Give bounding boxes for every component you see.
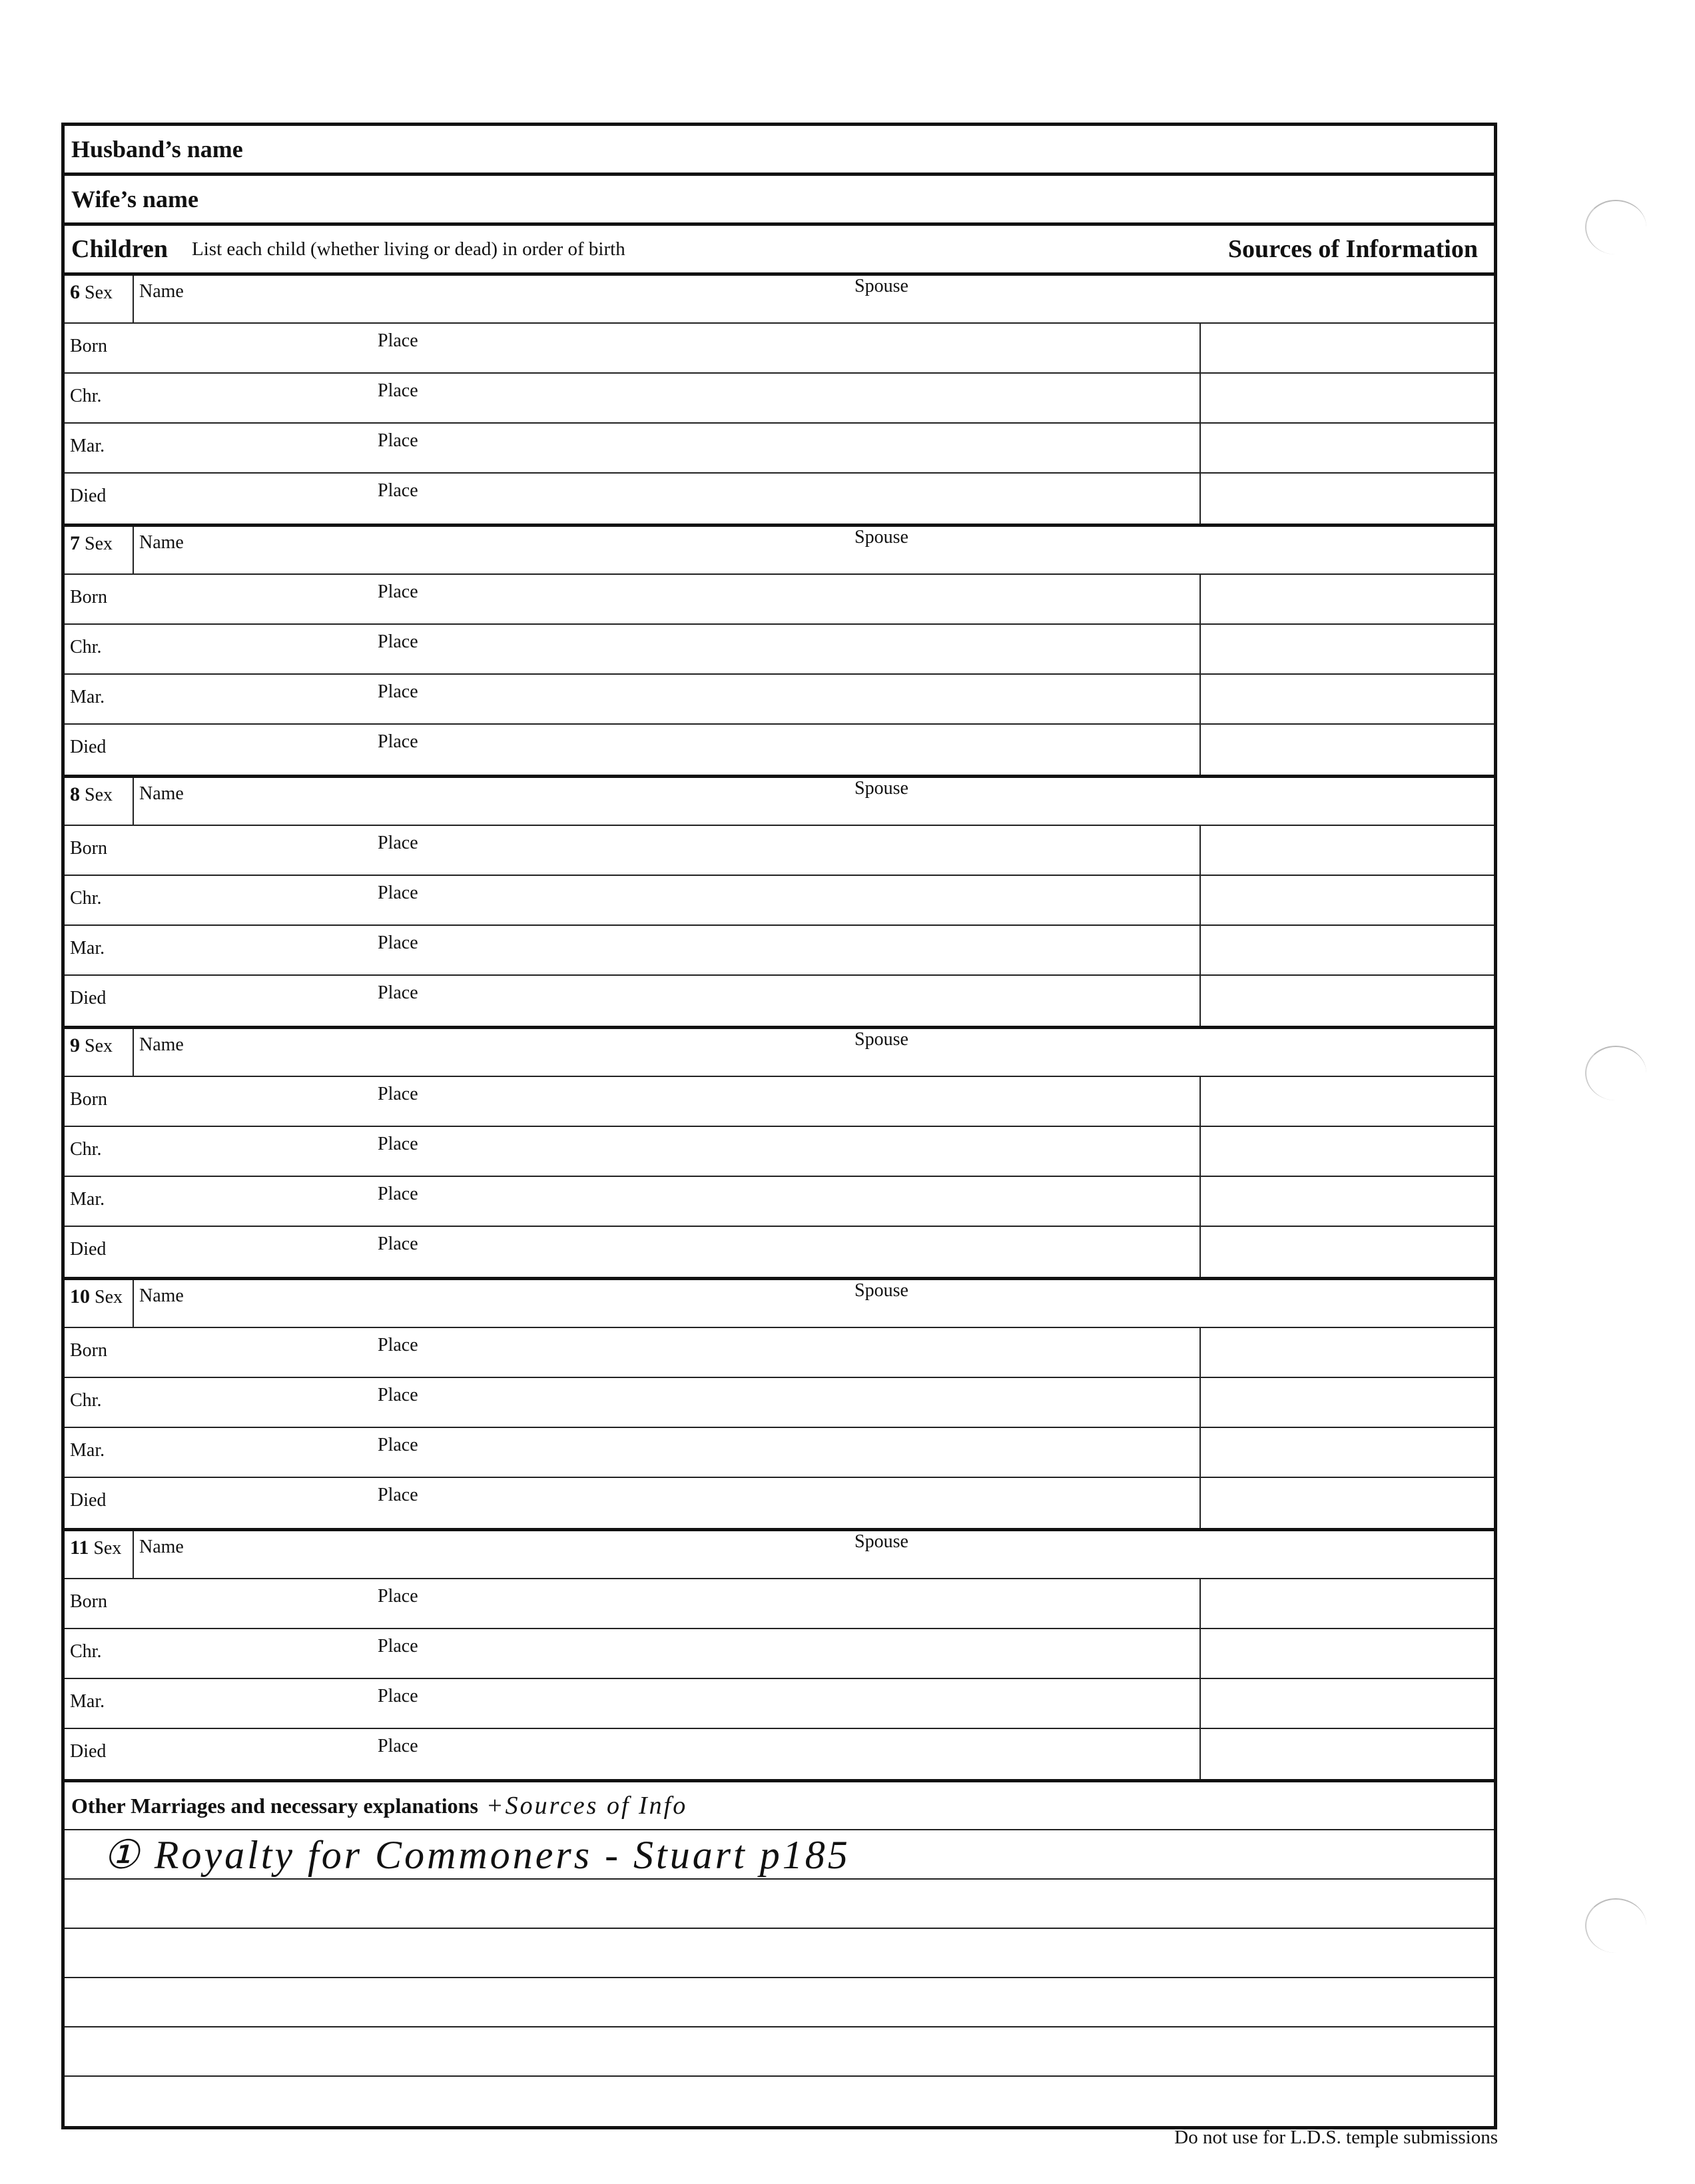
name-label: Name <box>139 532 184 553</box>
event-row-born[interactable] <box>65 575 1494 625</box>
name-label: Name <box>139 281 184 302</box>
event-row-died[interactable] <box>65 725 1494 775</box>
place-label: Place <box>378 1084 418 1104</box>
child-name-row[interactable] <box>65 276 1494 324</box>
handwritten-note: ① Royalty for Commoners - Stuart p185 <box>103 1833 850 1877</box>
name-label: Name <box>139 1034 184 1055</box>
children-label: Children <box>71 235 169 263</box>
explanation-line[interactable] <box>65 1830 1494 1880</box>
handwritten-sources-header: +Sources of Info <box>486 1792 688 1820</box>
binder-hole <box>1585 1898 1646 1953</box>
place-label: Place <box>378 631 418 652</box>
place-label: Place <box>378 982 418 1003</box>
child-block <box>65 1280 1494 1531</box>
event-date-place-cell[interactable] <box>65 1679 1201 1728</box>
name-label: Name <box>139 1537 184 1557</box>
child-number: 10 <box>70 1285 90 1307</box>
event-label: Chr. <box>70 1390 102 1411</box>
other-marriages-label: Other Marriages and necessary explanations <box>71 1793 478 1818</box>
source-cell[interactable] <box>1201 1378 1494 1427</box>
event-row-died[interactable] <box>65 1227 1494 1277</box>
child-block <box>65 527 1494 778</box>
binder-hole <box>1585 200 1646 254</box>
child-number: 11 <box>70 1537 89 1559</box>
event-date-place-cell[interactable] <box>65 1177 1201 1226</box>
event-label: Chr. <box>70 1139 102 1160</box>
source-cell[interactable] <box>1201 1478 1494 1528</box>
event-date-place-cell[interactable] <box>65 474 1201 524</box>
sex-label: Sex <box>85 785 113 805</box>
event-label: Died <box>70 1239 107 1260</box>
event-label: Mar. <box>70 1440 105 1461</box>
place-label: Place <box>378 1184 418 1204</box>
source-cell[interactable] <box>1201 1729 1494 1779</box>
sex-label: Sex <box>93 1538 122 1559</box>
sex-label: Sex <box>85 534 113 554</box>
event-row-chr[interactable] <box>65 876 1494 926</box>
source-cell[interactable] <box>1201 324 1494 372</box>
child-block <box>65 778 1494 1029</box>
child-number-sex-cell[interactable] <box>65 778 134 825</box>
place-label: Place <box>378 581 418 602</box>
source-cell[interactable] <box>1201 424 1494 472</box>
event-date-place-cell[interactable] <box>65 675 1201 723</box>
husband-name-label: Husband’s name <box>71 136 243 163</box>
source-cell[interactable] <box>1201 876 1494 924</box>
child-number: 7 <box>70 532 80 554</box>
event-date-place-cell[interactable] <box>65 725 1201 775</box>
event-row-born[interactable] <box>65 1579 1494 1629</box>
source-cell[interactable] <box>1201 675 1494 723</box>
place-label: Place <box>378 932 418 953</box>
other-marriages-header <box>65 1782 1494 1830</box>
child-number-sex-cell[interactable] <box>65 1531 134 1578</box>
event-row-born[interactable] <box>65 324 1494 374</box>
source-cell[interactable] <box>1201 926 1494 974</box>
place-label: Place <box>378 833 418 853</box>
spouse-label: Spouse <box>854 527 908 547</box>
event-date-place-cell[interactable] <box>65 1629 1201 1678</box>
place-label: Place <box>378 1435 418 1455</box>
children-note: List each child (whether living or dead) in order of birth <box>192 238 625 260</box>
place-label: Place <box>378 1134 418 1154</box>
place-label: Place <box>378 330 418 351</box>
source-cell[interactable] <box>1201 474 1494 524</box>
child-block <box>65 1029 1494 1280</box>
event-label: Born <box>70 587 107 607</box>
sex-label: Sex <box>85 282 113 303</box>
event-row-chr[interactable] <box>65 374 1494 424</box>
place-label: Place <box>378 1335 418 1355</box>
explanation-line[interactable] <box>65 1978 1494 2027</box>
place-label: Place <box>378 731 418 752</box>
event-date-place-cell[interactable] <box>65 1579 1201 1628</box>
place-label: Place <box>378 1586 418 1607</box>
event-row-chr[interactable] <box>65 625 1494 675</box>
wife-name-row[interactable] <box>65 176 1494 226</box>
event-label: Chr. <box>70 386 102 406</box>
explanation-line[interactable] <box>65 2027 1494 2077</box>
source-cell[interactable] <box>1201 725 1494 775</box>
source-cell[interactable] <box>1201 1077 1494 1126</box>
explanation-line[interactable] <box>65 1929 1494 1978</box>
explanation-line[interactable] <box>65 1880 1494 1929</box>
child-name-row[interactable] <box>65 1029 1494 1077</box>
event-label: Died <box>70 988 107 1008</box>
child-number: 9 <box>70 1034 80 1056</box>
name-label: Name <box>139 1285 184 1306</box>
event-date-place-cell[interactable] <box>65 374 1201 422</box>
event-label: Died <box>70 1741 107 1762</box>
event-date-place-cell[interactable] <box>65 1729 1201 1779</box>
event-label: Died <box>70 737 107 757</box>
event-label: Mar. <box>70 436 105 456</box>
event-date-place-cell[interactable] <box>65 1428 1201 1477</box>
event-row-died[interactable] <box>65 474 1494 524</box>
place-label: Place <box>378 1736 418 1756</box>
event-label: Chr. <box>70 888 102 909</box>
footer-note: Do not use for L.D.S. temple submissions <box>1174 2127 1498 2148</box>
source-cell[interactable] <box>1201 1629 1494 1678</box>
place-label: Place <box>378 1485 418 1505</box>
child-name-row[interactable] <box>65 1280 1494 1328</box>
place-label: Place <box>378 380 418 401</box>
event-date-place-cell[interactable] <box>65 625 1201 673</box>
event-date-place-cell[interactable] <box>65 324 1201 372</box>
place-label: Place <box>378 681 418 702</box>
place-label: Place <box>378 430 418 451</box>
event-date-place-cell[interactable] <box>65 575 1201 623</box>
explanation-line[interactable] <box>65 2077 1494 2126</box>
spouse-label: Spouse <box>854 276 908 296</box>
child-block <box>65 276 1494 527</box>
event-row-mar[interactable] <box>65 1679 1494 1729</box>
source-cell[interactable] <box>1201 1679 1494 1728</box>
place-label: Place <box>378 883 418 903</box>
source-cell[interactable] <box>1201 625 1494 673</box>
sex-label: Sex <box>95 1287 123 1307</box>
sex-label: Sex <box>85 1036 113 1056</box>
event-row-died[interactable] <box>65 976 1494 1026</box>
event-label: Born <box>70 1089 107 1110</box>
spouse-label: Spouse <box>854 1531 908 1552</box>
event-row-mar[interactable] <box>65 926 1494 976</box>
event-label: Chr. <box>70 1641 102 1662</box>
event-label: Born <box>70 1340 107 1361</box>
source-cell[interactable] <box>1201 575 1494 623</box>
source-cell[interactable] <box>1201 1428 1494 1477</box>
source-cell[interactable] <box>1201 1127 1494 1176</box>
event-row-died[interactable] <box>65 1729 1494 1779</box>
source-cell[interactable] <box>1201 1579 1494 1628</box>
event-row-chr[interactable] <box>65 1629 1494 1679</box>
wife-name-label: Wife’s name <box>71 186 198 212</box>
name-label: Name <box>139 783 184 804</box>
children-list <box>65 276 1494 1782</box>
event-date-place-cell[interactable] <box>65 424 1201 472</box>
event-date-place-cell[interactable] <box>65 1077 1201 1126</box>
child-number-sex-cell[interactable] <box>65 276 134 322</box>
event-date-place-cell[interactable] <box>65 1378 1201 1427</box>
other-marriages-section <box>65 1782 1494 2126</box>
place-label: Place <box>378 1234 418 1254</box>
source-cell[interactable] <box>1201 976 1494 1026</box>
event-date-place-cell[interactable] <box>65 1127 1201 1176</box>
event-row-died[interactable] <box>65 1478 1494 1528</box>
event-label: Mar. <box>70 687 105 707</box>
event-row-mar[interactable] <box>65 424 1494 474</box>
place-label: Place <box>378 1636 418 1656</box>
event-date-place-cell[interactable] <box>65 826 1201 875</box>
event-label: Born <box>70 838 107 859</box>
event-row-mar[interactable] <box>65 1177 1494 1227</box>
husband-name-row[interactable] <box>65 126 1494 176</box>
source-cell[interactable] <box>1201 826 1494 875</box>
source-cell[interactable] <box>1201 1227 1494 1277</box>
source-cell[interactable] <box>1201 1177 1494 1226</box>
children-header <box>65 226 1494 276</box>
sources-label: Sources of Information <box>1227 235 1478 263</box>
event-date-place-cell[interactable] <box>65 876 1201 924</box>
place-label: Place <box>378 1385 418 1405</box>
event-date-place-cell[interactable] <box>65 1478 1201 1528</box>
event-row-born[interactable] <box>65 1328 1494 1378</box>
place-label: Place <box>378 1686 418 1706</box>
child-number: 6 <box>70 281 80 303</box>
child-block <box>65 1531 1494 1782</box>
child-number-sex-cell[interactable] <box>65 1029 134 1076</box>
child-number-sex-cell[interactable] <box>65 1280 134 1327</box>
event-label: Chr. <box>70 637 102 657</box>
event-label: Born <box>70 336 107 356</box>
event-row-born[interactable] <box>65 1077 1494 1127</box>
family-group-form <box>61 123 1497 2129</box>
spouse-label: Spouse <box>854 778 908 799</box>
source-cell[interactable] <box>1201 1328 1494 1377</box>
place-label: Place <box>378 480 418 501</box>
event-date-place-cell[interactable] <box>65 1227 1201 1277</box>
event-label: Died <box>70 486 107 506</box>
event-label: Mar. <box>70 938 105 958</box>
event-date-place-cell[interactable] <box>65 926 1201 974</box>
event-label: Mar. <box>70 1189 105 1210</box>
binder-hole <box>1585 1046 1646 1100</box>
event-row-chr[interactable] <box>65 1378 1494 1428</box>
event-label: Mar. <box>70 1691 105 1712</box>
child-number-sex-cell[interactable] <box>65 527 134 573</box>
source-cell[interactable] <box>1201 374 1494 422</box>
child-name-row[interactable] <box>65 778 1494 826</box>
spouse-label: Spouse <box>854 1029 908 1050</box>
child-number: 8 <box>70 783 80 805</box>
event-date-place-cell[interactable] <box>65 1328 1201 1377</box>
event-date-place-cell[interactable] <box>65 976 1201 1026</box>
event-row-mar[interactable] <box>65 1428 1494 1478</box>
spouse-label: Spouse <box>854 1280 908 1301</box>
event-label: Born <box>70 1591 107 1612</box>
child-name-row[interactable] <box>65 527 1494 575</box>
event-label: Died <box>70 1490 107 1511</box>
event-row-chr[interactable] <box>65 1127 1494 1177</box>
child-name-row[interactable] <box>65 1531 1494 1579</box>
event-row-mar[interactable] <box>65 675 1494 725</box>
event-row-born[interactable] <box>65 826 1494 876</box>
